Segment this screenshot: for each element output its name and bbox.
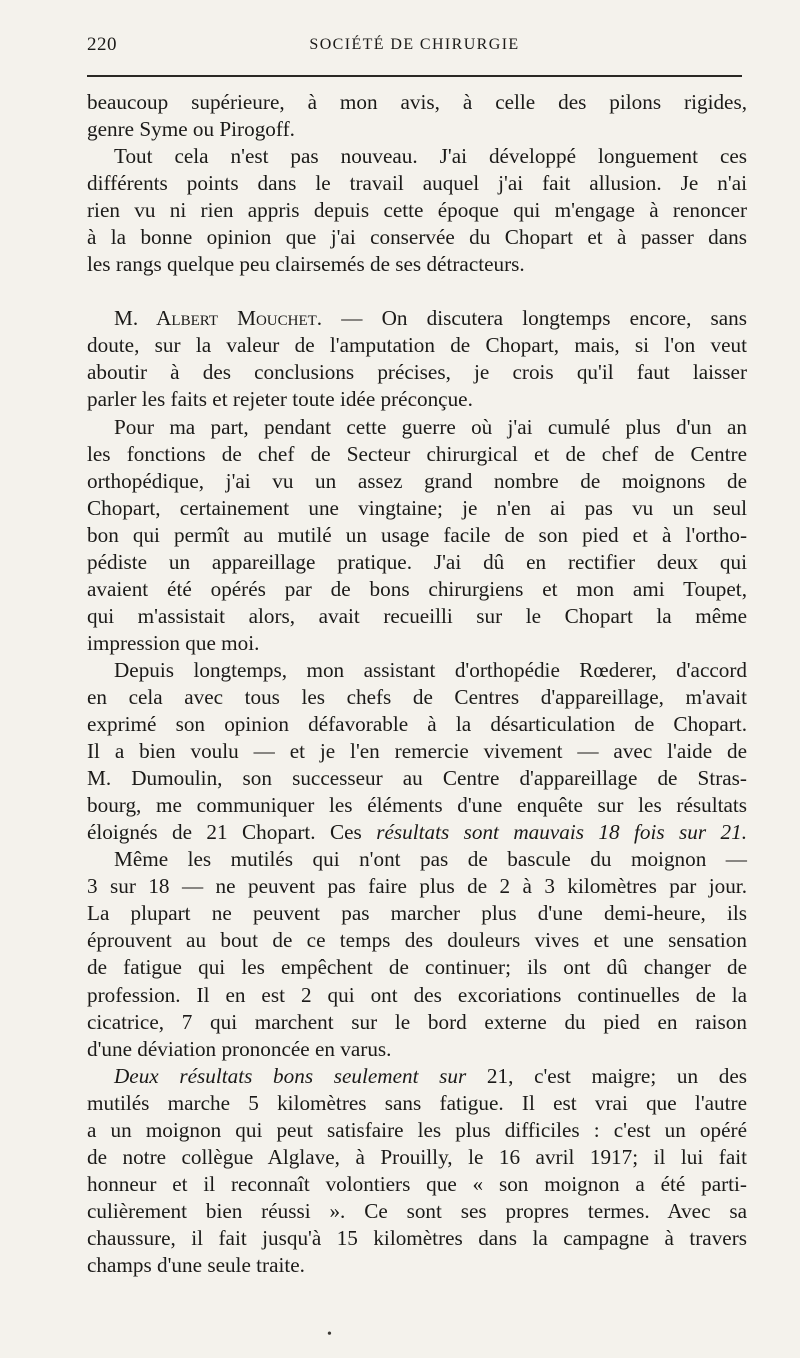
paragraph-2: [87, 143, 747, 278]
paragraph-1: [87, 89, 747, 143]
text-line: bourg, me communiquer les éléments d'une enquête sur les résultats: [87, 793, 747, 818]
text-line: genre Syme ou Pirogoff.: [87, 117, 295, 142]
running-head: SOCIÉTÉ DE CHIRURGIE: [309, 36, 520, 53]
paragraph-7: [87, 1063, 747, 1279]
text-line: éprouvent au bout de ce temps des douleurs vives et une sensation: [87, 928, 747, 953]
paragraph-4: [87, 414, 747, 657]
text-line: cicatrice, 7 qui marchent sur le bord externe du pied en raison: [87, 1009, 747, 1034]
text-line: La plupart ne peuvent pas marcher plus d'une demi-heure, ils: [87, 901, 747, 926]
text-line: exprimé son opinion défavorable à la désarticulation de Chopart.: [87, 712, 747, 737]
text-line: en cela avec tous les chefs de Centres d'appareillage, m'avait: [87, 684, 747, 709]
text-line: doute, sur la valeur de l'amputation de Chopart, mais, si l'on veut: [87, 333, 747, 358]
text-line: beaucoup supérieure, à mon avis, à celle des pilons rigides,: [87, 90, 747, 114]
text-line: d'une déviation prononcée en varus.: [87, 1036, 392, 1061]
text-line: [87, 819, 747, 846]
text-line: les rangs quelque peu clairsemés de ses détracteurs.: [87, 252, 525, 277]
text-line: Depuis longtemps, mon assistant d'orthopédie Rœderer, d'accord: [114, 657, 747, 682]
text-line: [87, 305, 747, 332]
text-line: parler les faits et rejeter toute idée préconçue.: [87, 387, 473, 412]
line-remainder: — On discutera longtemps encore, sans: [322, 306, 748, 331]
paragraph-3: [87, 305, 747, 413]
text-line: culièrement bien réussi ». Ce sont ses propres termes. Avec sa: [87, 1198, 747, 1223]
text-line: orthopédique, j'ai vu un assez grand nombre de moignons de: [87, 468, 747, 493]
text-line: mutilés marche 5 kilomètres sans fatigue. Il est vrai que l'autre: [87, 1090, 747, 1115]
text-line: à la bonne opinion que j'ai conservée du Chopart et à passer dans: [87, 225, 747, 250]
page-number: 220: [87, 34, 117, 55]
text-line: de notre collègue Alglave, à Prouilly, le 16 avril 1917; il lui fait: [87, 1144, 747, 1169]
paragraph-gap: [87, 278, 747, 305]
paragraph-5: [87, 657, 747, 846]
text-line: 3 sur 18 — ne peuvent pas faire plus de 2 à 3 kilomètres par jour.: [87, 874, 747, 899]
text-line: bon qui permît au mutilé un usage facile de son pied et à l'ortho-: [87, 522, 747, 547]
text-line: de fatigue qui les empêchent de continuer; ils ont dû changer de: [87, 955, 747, 980]
text-line: différents points dans le travail auquel j'ai fait allusion. Je n'ai: [87, 171, 747, 196]
text-line: Chopart, certainement une vingtaine; je n'en ai pas vu un seul: [87, 495, 747, 520]
text-line: honneur et il reconnaît volontiers que « son moignon a été parti-: [87, 1171, 747, 1196]
text-line: a un moignon qui peut satisfaire les plus difficiles : c'est un opéré: [87, 1117, 747, 1142]
text-line: avaient été opérés par de bons chirurgiens et mon ami Toupet,: [87, 576, 747, 601]
body-text: [87, 89, 747, 1279]
header-rule: [87, 75, 742, 77]
text-line: profession. Il en est 2 qui ont des excoriations continuelles de la: [87, 982, 747, 1007]
speaker-name: M. Albert Mouchet.: [114, 306, 323, 331]
text-line: aboutir à des conclusions précises, je crois qu'il faut laisser: [87, 360, 747, 385]
page-header: [87, 34, 742, 62]
footer-mark: •: [327, 1327, 332, 1342]
text-line: M. Dumoulin, son successeur au Centre d'appareillage de Stras-: [87, 766, 747, 791]
text-line: champs d'une seule traite.: [87, 1252, 305, 1277]
text-line: Même les mutilés qui n'ont pas de bascule du moignon —: [114, 847, 747, 872]
text-line: Pour ma part, pendant cette guerre où j'ai cumulé plus d'un an: [114, 414, 747, 439]
text-line: [87, 1063, 747, 1090]
italic-emphasis: Deux résultats bons seulement sur: [114, 1063, 467, 1088]
text-line: Il a bien voulu — et je l'en remercie vivement — avec l'aide de: [87, 739, 747, 764]
text-line: impression que moi.: [87, 630, 260, 655]
paragraph-6: [87, 846, 747, 1062]
line-lead: éloignés de 21 Chopart. Ces: [87, 820, 377, 845]
text-line: rien vu ni rien appris depuis cette époque qui m'engage à renoncer: [87, 198, 747, 223]
italic-emphasis: résultats sont mauvais 18 fois sur 21.: [376, 820, 748, 845]
line-remainder: 21, c'est maigre; un des: [466, 1063, 747, 1088]
text-line: qui m'assistait alors, avait recueilli sur le Chopart la même: [87, 603, 747, 628]
text-line: Tout cela n'est pas nouveau. J'ai développé longuement ces: [114, 144, 747, 169]
text-line: les fonctions de chef de Secteur chirurgical et de chef de Centre: [87, 441, 747, 466]
text-line: pédiste un appareillage pratique. J'ai dû en rectifier deux qui: [87, 549, 747, 574]
text-line: chaussure, il fait jusqu'à 15 kilomètres dans la campagne à travers: [87, 1225, 747, 1250]
